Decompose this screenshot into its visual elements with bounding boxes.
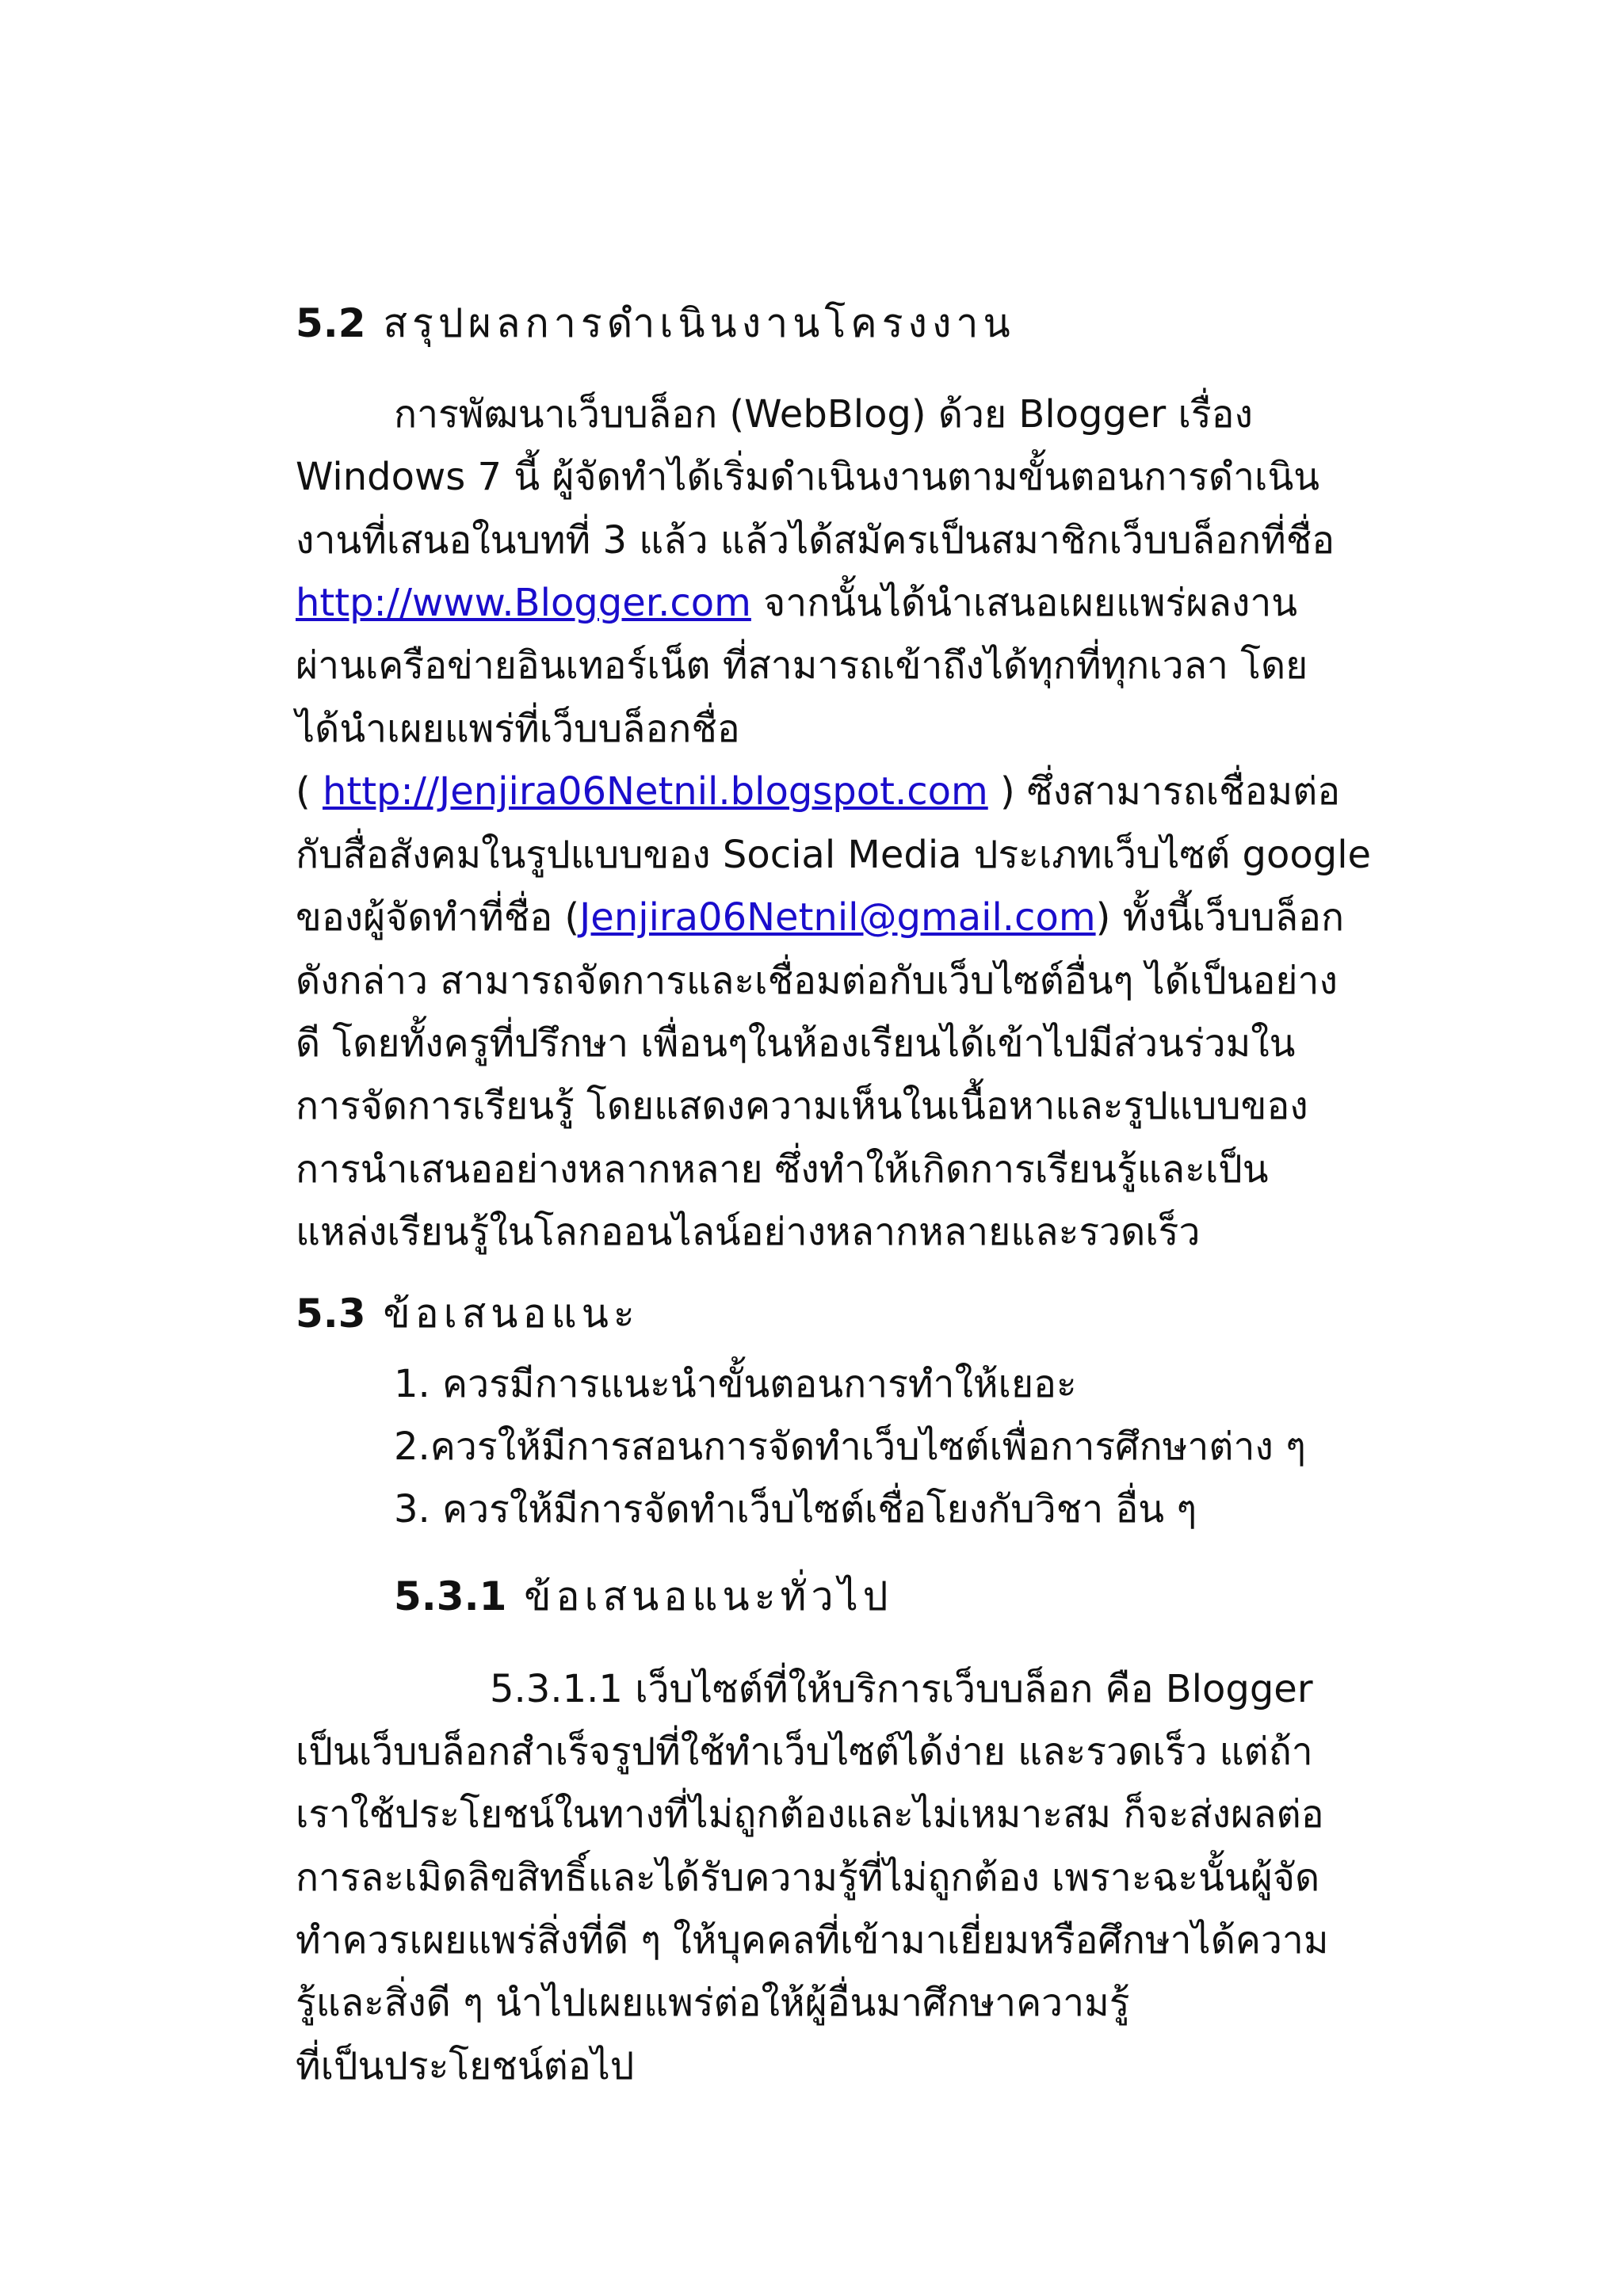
paragraph-text: ) ซึ่งสามารถเชื่อมต่อ bbox=[987, 769, 1341, 814]
blogspot-link[interactable]: http://Jenjira06Netnil.blogspot.com bbox=[322, 769, 988, 814]
paragraph-line bbox=[296, 579, 1297, 627]
section-5-3-heading bbox=[296, 1290, 640, 1337]
paragraph-line bbox=[296, 768, 1340, 815]
paragraph-line: การจัดการเรียนรู้ โดยแสดงความเห็นในเนื้อหาและรูปแบบของ bbox=[296, 1084, 1308, 1128]
paragraph-line: กับสื่อสังคมในรูปแบบของ Social Media ประเภทเว็บไซต์ google bbox=[296, 833, 1372, 877]
paragraph-line: การนำเสนออย่างหลากหลาย ซึ่งทำให้เกิดการเรียนรู้และเป็น bbox=[296, 1147, 1269, 1192]
section-number: 5.2 bbox=[296, 300, 366, 346]
paragraph-line: การละเมิดลิขสิทธิ์และได้รับความรู้ที่ไม่ถูกต้อง เพราะฉะนั้นผู้จัด bbox=[296, 1855, 1320, 1900]
paragraph-line: ได้นำเผยแพร่ที่เว็บบล็อกชื่อ bbox=[296, 707, 740, 751]
section-title: ข้อเสนอแนะทั่วไป bbox=[524, 1573, 893, 1619]
section-title: ข้อเสนอแนะ bbox=[383, 1291, 640, 1337]
list-item: 3. ควรให้มีการจัดทำเว็บไซต์เชื่อโยงกับวิชา อื่น ๆ bbox=[394, 1487, 1197, 1531]
paragraph-text: ) ทั้งนี้เว็บบล็อก bbox=[1095, 895, 1345, 940]
section-5-2-heading bbox=[296, 299, 1015, 347]
paragraph-line: ผ่านเครือข่ายอินเทอร์เน็ต ที่สามารถเข้าถึงได้ทุกที่ทุกเวลา โดย bbox=[296, 643, 1308, 688]
paragraph-text: ของผู้จัดทำที่ชื่อ ( bbox=[296, 895, 580, 940]
paragraph-line: การพัฒนาเว็บบล็อก (WebBlog) ด้วย Blogger เรื่อง bbox=[394, 392, 1253, 437]
paragraph-line: ดี โดยทั้งครูที่ปรึกษา เพื่อนๆในห้องเรียนได้เข้าไปมีส่วนร่วมใน bbox=[296, 1021, 1296, 1066]
paragraph-line: 5.3.1.1 เว็บไซต์ที่ให้บริการเว็บบล็อก คือ Blogger bbox=[490, 1667, 1313, 1711]
paragraph-line: รู้และสิ่งดี ๆ นำไปเผยแพร่ต่อให้ผู้อื่นมาศึกษาความรู้ bbox=[296, 1981, 1130, 2025]
section-number: 5.3.1 bbox=[394, 1573, 507, 1619]
paragraph-text: ( bbox=[296, 769, 323, 814]
list-item: 1. ควรมีการแนะนำขั้นตอนการทำให้เยอะ bbox=[394, 1362, 1077, 1406]
blogger-link[interactable]: http://www.Blogger.com bbox=[296, 581, 751, 625]
paragraph-line: ที่เป็นประโยชน์ต่อไป bbox=[296, 2044, 635, 2088]
paragraph-line: แหล่งเรียนรู้ในโลกออนไลน์อย่างหลากหลายและรวดเร็ว bbox=[296, 1210, 1201, 1254]
paragraph-line: เป็นเว็บบล็อกสำเร็จรูปที่ใช้ทำเว็บไซต์ได้ง่าย และรวดเร็ว แต่ถ้า bbox=[296, 1730, 1313, 1774]
list-item: 2.ควรให้มีการสอนการจัดทำเว็บไซต์เพื่อการศึกษาต่าง ๆ bbox=[394, 1425, 1306, 1469]
paragraph-line: Windows 7 นี้ ผู้จัดทำได้เริ่มดำเนินงานตามขั้นตอนการดำเนิน bbox=[296, 455, 1320, 499]
section-number: 5.3 bbox=[296, 1291, 366, 1337]
paragraph-line: ทำควรเผยแพร่สิ่งที่ดี ๆ ให้บุคคลที่เข้ามาเยี่ยมหรือศึกษาได้ความ bbox=[296, 1918, 1329, 1962]
paragraph-line: เราใช้ประโยชน์ในทางที่ไม่ถูกต้องและไม่เหมาะสม ก็จะส่งผลต่อ bbox=[296, 1792, 1324, 1836]
section-5-3-1-heading bbox=[394, 1573, 892, 1620]
paragraph-line: ดังกล่าว สามารถจัดการและเชื่อมต่อกับเว็บไซต์อื่นๆ ได้เป็นอย่าง bbox=[296, 959, 1338, 1003]
paragraph-line bbox=[296, 894, 1344, 941]
paragraph-line: งานที่เสนอในบทที่ 3 แล้ว แล้วได้สมัครเป็นสมาชิกเว็บบล็อกที่ชื่อ bbox=[296, 518, 1335, 563]
paragraph-text: จากนั้นได้นำเสนอเผยแพร่ผลงาน bbox=[750, 581, 1298, 625]
section-title: สรุปผลการดำเนินงานโครงงาน bbox=[383, 300, 1015, 346]
email-link[interactable]: Jenjira06Netnil@gmail.com bbox=[579, 895, 1096, 940]
